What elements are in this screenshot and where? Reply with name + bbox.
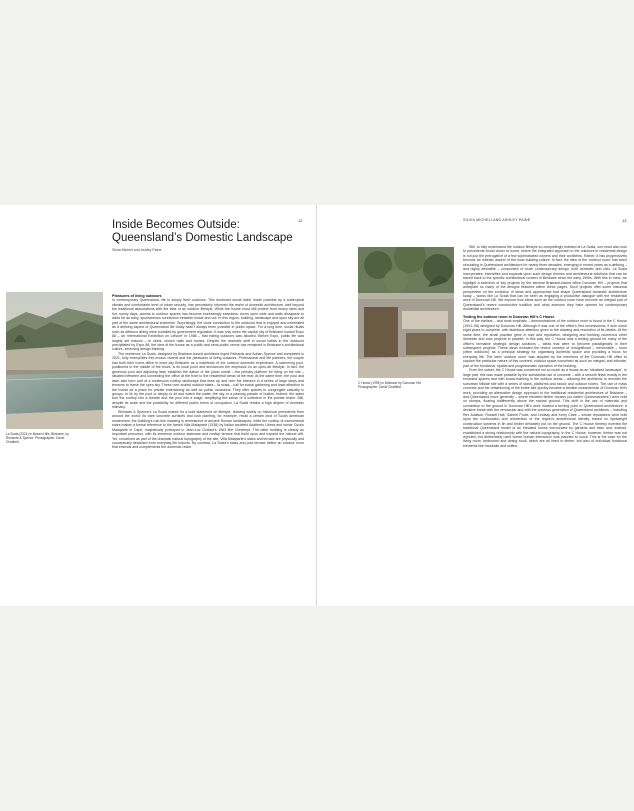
page-number-left: 12	[298, 218, 303, 223]
chapter-title-line-2: Queensland’s Domestic Landscape	[112, 232, 293, 244]
right-paragraph: One of the earliest – and most emphatic – demonstrations of the outdoor room is found in the C House (1991–98) designed by Donovan Hill. Although it was one of the office’s first commissions, it took some eight years to complete, with fastidious attention given to the drawing and resolution of its details. At the same time, the small practice grew in size and reputation, designing and building numerous other domestic and civic projects in parallel. In this way, the C House was a testing ground for many of the office’s formative strategic design solutions – ideas that were to become paradigmatic in their subsequent projects. These ideas included the recent concept of ‘exsignificant – memorable – room (often outdoors)’ as a principal strategy for organising domestic space and providing a focus for everyday life. The label ‘outdoor room’ was adopted by the members of the Donovan Hill office to capture the particular nature of this covered, outdoor space conceived as such an integral, and intimate, part of the functional, spatial and programmatic operation of the building.	[463, 319, 627, 368]
left-body-text	[112, 294, 304, 584]
left-paragraph: Richards & Spence’s La Scala makes for a bold statement on lifestyle, drawing widely on historical precedents from around the world: its bare concrete surfaces and lush planting, for example, recall a certain kind of South American modernism; the building’s ruin-like massing is reminiscent of ancient Roman landscapes; while the rooftop of monumental stairs makes a formal reference to the famed Villa Malaparte (1938) by Italian architect Adalberto Libera and owner Curzio Malaparte in Capri, majestically portrayed in Jean-Luc Godard’s 1963 film Contempt. The latter building is clearly an important precursor, with its immense outdoor staircase and rooftop terrace that build upon and expand the natural cliff. Yet, conceived as part of the dramatic natural topography of the site, Villa Malaparte’s stairs and terrace are physically and conceptually detached from everyday life indoors. By contrast, La Scala’s stairs and pool terrace define an outdoor room that extends and complements the domestic realm.	[112, 409, 304, 450]
la-scala-caption: La Scala (2021) in Bowen Hills, Brisbane, by Richards & Spence. Photographer: David Chatfield.	[6, 432, 69, 444]
chapter-title	[112, 219, 302, 245]
left-paragraph: The residence La Scala, designed by Brisbane-based architects Ingrid Richards and Adrian Spence and completed in 2021, fully exemplifies this modus vivendi and the pleasures of living outdoors. Professional and life partners, the couple has built their home-office in inner-city Brisbane as a manifesto of the outdoor domestic experience. A swimming pool, positioned in the middle of the block, is its focal point and announces the emphasis on an open-air lifestyle. In fact, the generous pool and adjoining lawn establish the datum of the plano nobile – the primary platform for living on the site – situated between and connecting the office at the front to the residential areas at the rear. At the same time, the pool and lawn also form part of a continuous rooftop landscape that rises up and over the interiors in a series of large steps and terraces to frame the open sky. These over-scaled outdoor stairs – la scala – call for social gathering and draw attention to the house as a place for private entertaining as well as public occasions. They offer spaces to congregate casually in groups, to lie by the pool or simply to sit and watch the water, the sky or a passing parade of bodies. Indeed, the stairs turn the rooftop into a theatre and the pool into a stage, amplifying the sense of a collective in the private realm. Still, despite its scale and the possibility for different public forms of occupation, La Scala retains a high degree of domestic intimacy.	[112, 351, 304, 410]
page-gutter	[316, 205, 317, 606]
right-paragraph: From the outset, the C House was conceived not so much as a house as an ‘idealised landscape’. In large part, this was made possible by the substantial use of concrete – with a smooth finish mostly in the enclosed spaces and with board-marking in the outdoor areas – allowing the architects to remodel the suburban hillside site with a series of stairs, platforms and indoor and outdoor rooms. The use of mass concrete and the refashioning of the entire site quickly became a familiar characteristic of Donovan Hill’s work, providing an alternative design approach to the traditional residential architecture of Brisbane – and Queensland more generally – where elevated timber houses (so-called ‘Queenslanders’) were built on stumps, floating indifferently above the natural ground. This shift in the use of materials and connection to the ground in Donovan Hill’s work marked a turning point in Queensland architecture: a decisive break with the vernacular and with the previous generation of Queensland architects – including Rex Addison, Russell Hall, Gabriel Poole, and Lindsay and Kerry Clare – whose reputations were built upon the continuation and reinvention of the region’s architectural identity, based on lightweight construction systems in tin and timber delicately put on the ground. The C House thereby inverted the traditional Queensland model of an elevated house surrounded by gardens and lawn and, instead, established a strong relationship with the natural topography. In the C House, however, timber was not rejected, but deliberately used where human interaction was planned to occur. This is the case for the living room, bedrooms and dining nook, which are all lined in timber, but also of individual functional elements like handrails and coffins.	[463, 368, 627, 448]
section-heading-pleasures: Pleasures of living outdoors	[112, 294, 162, 298]
section-heading-c-house: Testing the outdoor room in Donovan Hill’s C House	[463, 314, 555, 319]
running-head: SILVIA MICHELI AND ASHLEY PAINE	[463, 218, 531, 222]
page-number-right: 13	[622, 218, 627, 223]
c-house-photo	[358, 247, 454, 378]
c-house-caption: C House (1995) in Brisbane by Donovan Hill. Photographer: David Chatfield.	[358, 381, 422, 389]
right-body-text	[463, 245, 627, 589]
chapter-authors: Silvia Micheli and Ashley Paine	[112, 248, 162, 252]
chapter-title-line-1: Inside Becomes Outside:	[112, 219, 240, 231]
left-paragraph: In contemporary Queensland, life is simply lived outdoors. This dominant social habit, made possible by a subtropical climate and comfortable level of urban security, has pervasively informed the realm of domestic architecture, well beyond the traditional associations with the idea of an outdoor lifestyle. While the house must still protect from heavy rains and hot, sunny days, access to outdoor spaces has become increasingly seamless: doors open wide and walls disappear to allow for an easy, spontaneous connection between inside and out. In this region, building, landscape and open sky are all part of the same architectural ensemble. Surprisingly, the close connection to the outdoors that is enjoyed and celebrated as a defining aspect of Queensland life today hasn’t always been possible in public space. For a long time, social rituals such as alfresco dining were curtailed by government regulation. It was only when the capital city of Brisbane hosted Expo 88 – an ‘international Exhibition on Leisure’ in 1988 – that eating outdoors was allowed. Before Expo, public life was largely set indoors – in clubs, church halls and homes. Despite the dramatic shift in social habits in the outdoors precipitated by Expo 88, the idea of the house as a public and semi-public venue has remained in Brisbane’s architectural culture, informing design thinking.	[112, 298, 304, 352]
right-intro-paragraph: Still, to fully understand the outdoor lifestyle so compellingly realised at La Scala, one must also look to precedents found closer to home, where the integrated approach to the outdoors in residential design is not just the prerogative of a few sophisticated owners and their architects. Rather, it has progressively become an intrinsic aspect of the local building culture. In fact, the idea of the ‘outdoor room’ has been circulating in Queensland architecture for nearly three decades, emerging in recent years as a defining – and highly desirable – component of much contemporary design, both domestic and civic. La Scala incorporates, intensifies and expands upon such design themes and architectural solutions that can be traced back to the specific architectural context of Brisbane since the early 1990s. With this in mind, we highlight a selection of key projects by the seminal Brisbane-based office Donovan Hill – projects that anticipate so many of the designs featured within these pages. Such projects offer some historical perspective on the evolution of ideas and approaches that shape Queensland domestic architecture today – works like La Scala that can be seen as engaging a productive dialogue with the residential work of Donovan Hill. We explore how ideas such as the outdoor room have become an integral part of Queensland’s recent constructive tradition and what avenues they have opened for contemporary residential architecture.	[463, 245, 627, 312]
la-scala-photo	[6, 292, 103, 429]
